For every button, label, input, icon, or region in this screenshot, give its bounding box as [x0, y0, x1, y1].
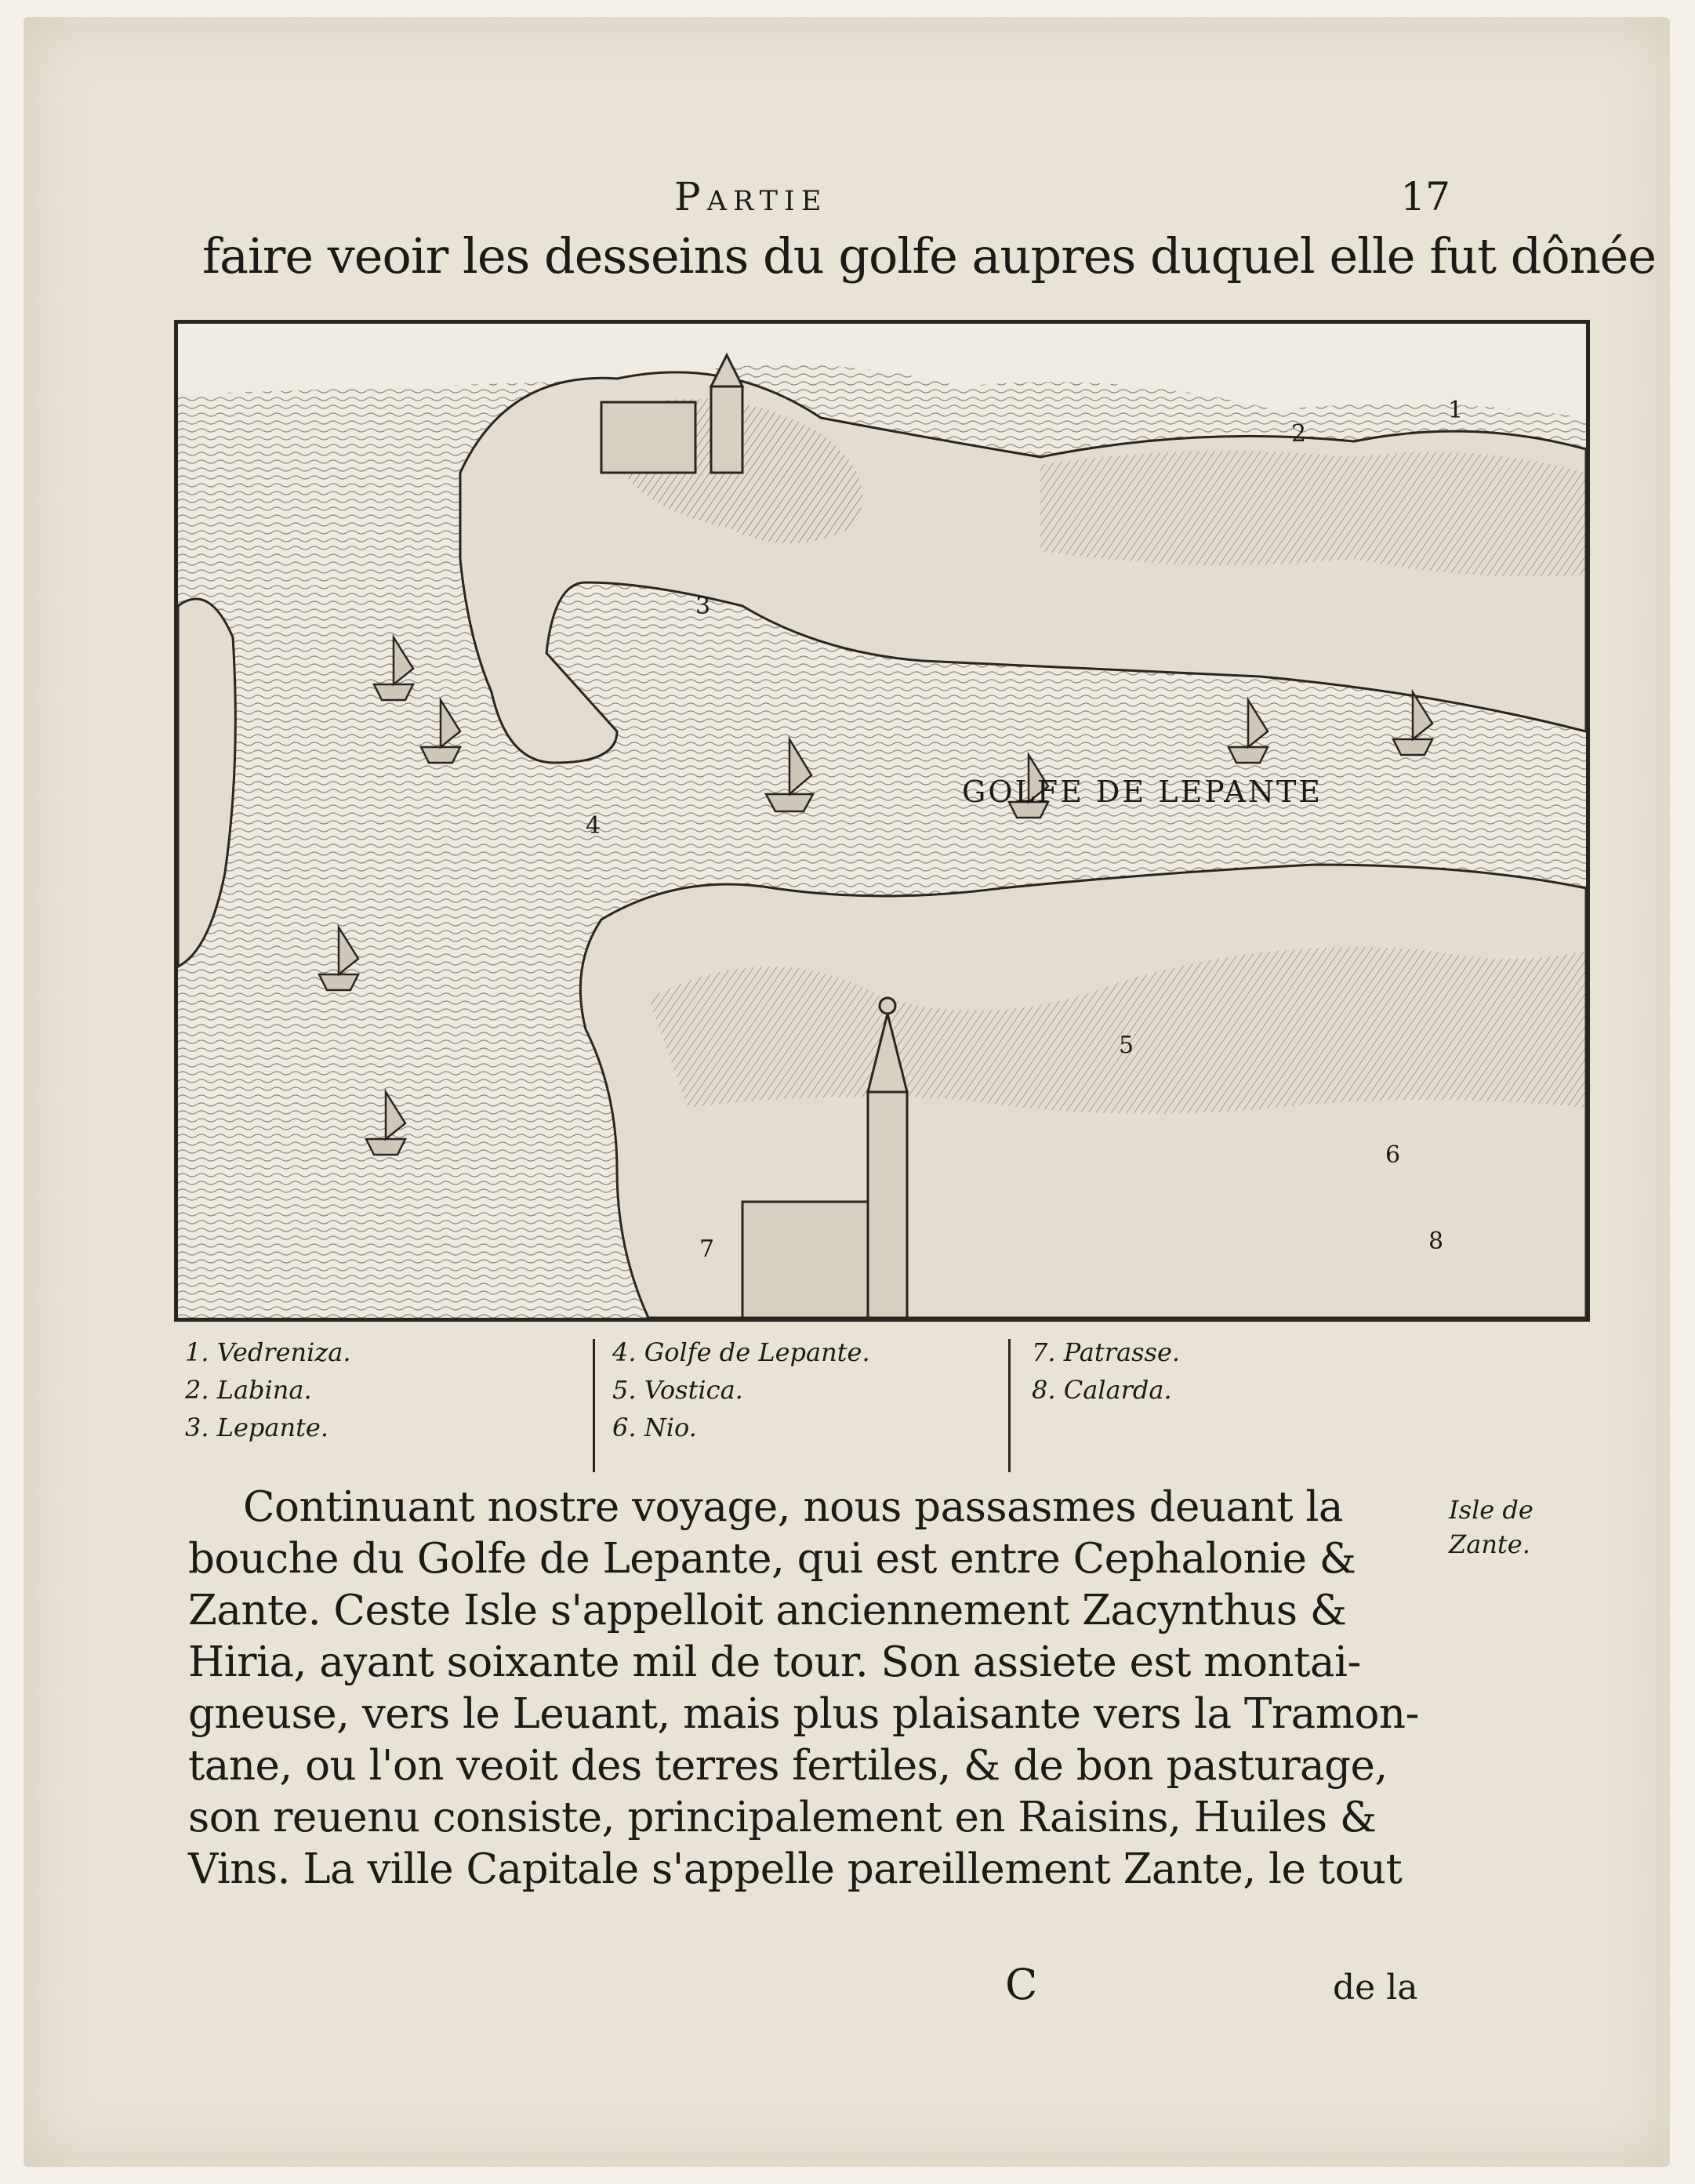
map-number-2: 2 — [1291, 420, 1307, 448]
legend-item: 2. Labina. — [185, 1375, 312, 1405]
legend-item: 7. Patrasse. — [1032, 1337, 1181, 1367]
engraved-map — [174, 320, 1590, 1322]
map-number-5: 5 — [1119, 1032, 1134, 1059]
body-text — [188, 1482, 1427, 1896]
signature-mark: C — [1005, 1960, 1038, 2009]
legend-divider — [593, 1339, 595, 1472]
body-line: Zante. Ceste Isle s'appelloit anciennement Zacynthus & — [188, 1587, 1347, 1634]
page-number: 17 — [1400, 174, 1450, 219]
margin-note-line: Zante. — [1449, 1529, 1530, 1559]
legend-divider — [1008, 1339, 1011, 1472]
map-number-3: 3 — [695, 593, 711, 620]
map-number-4: 4 — [586, 812, 601, 840]
body-line: tane, ou l'on veoit des terres fertiles, & de bon pasturage, — [188, 1742, 1388, 1790]
legend-item: 4. Golfe de Lepante. — [612, 1337, 870, 1367]
running-head — [212, 174, 1450, 229]
running-head-title: Partie — [674, 174, 828, 219]
body-line: Hiria, ayant soixante mil de tour. Son assiete est montai- — [188, 1638, 1361, 1686]
lead-line: faire veoir les desseins du golfe aupres duquel elle fut dônée — [202, 227, 1657, 285]
body-line: bouche du Golfe de Lepante, qui est entre Cephalonie & — [188, 1535, 1356, 1583]
legend-item: 6. Nio. — [612, 1413, 697, 1442]
body-line: gneuse, vers le Leuant, mais plus plaisante vers la Tramon- — [188, 1690, 1419, 1738]
legend-item: 8. Calarda. — [1032, 1375, 1172, 1405]
body-line: Vins. La ville Capitale s'appelle pareillement Zante, le tout — [188, 1845, 1403, 1893]
gulf-label: GOLFE DE LEPANTE — [962, 775, 1323, 809]
body-line: Continuant nostre voyage, nous passasmes deuant la — [243, 1483, 1343, 1531]
legend-item: 3. Lepante. — [185, 1413, 329, 1442]
map-legend — [185, 1337, 1439, 1471]
legend-column-1 — [185, 1337, 350, 1450]
legend-item: 1. Vedreniza. — [185, 1337, 351, 1367]
map-number-7: 7 — [699, 1235, 715, 1263]
legend-item: 5. Vostica. — [612, 1375, 743, 1405]
legend-column-2 — [612, 1337, 870, 1450]
legend-column-3 — [1032, 1337, 1180, 1413]
body-line: son reuenu consiste, principalement en Raisins, Huiles & — [188, 1794, 1377, 1841]
margin-note-line: Isle de — [1449, 1495, 1533, 1525]
catchword: de la — [1333, 1968, 1418, 2008]
map-number-6: 6 — [1385, 1141, 1401, 1169]
map-number-1: 1 — [1448, 397, 1464, 424]
margin-note — [1449, 1493, 1566, 1562]
north-east-mountains — [1040, 451, 1586, 577]
map-number-8: 8 — [1428, 1228, 1444, 1255]
map-engraving — [178, 324, 1586, 1318]
